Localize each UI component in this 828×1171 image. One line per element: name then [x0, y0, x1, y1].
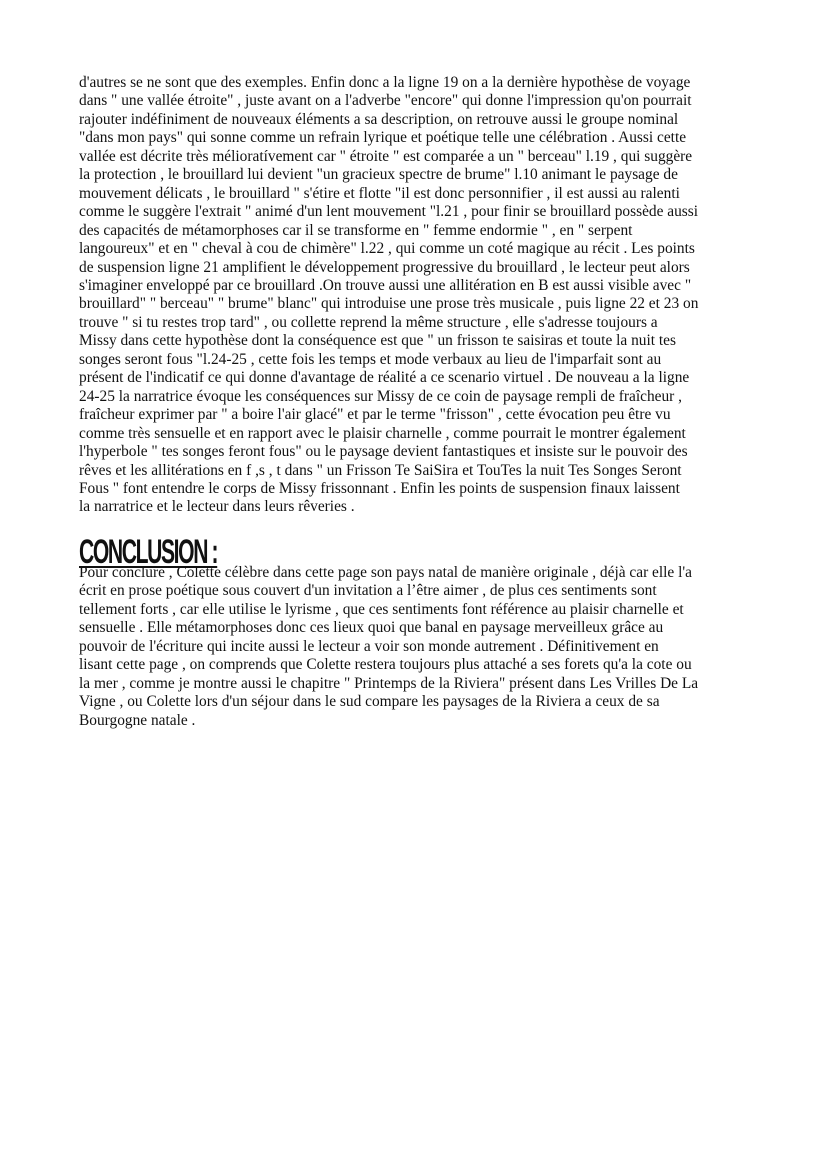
- text-line: 24-25 la narratrice évoque les conséquences sur Missy de ce coin de paysage rempli de fraîcheur ,: [79, 387, 682, 405]
- text-line: d'autres se ne sont que des exemples. Enfin donc a la ligne 19 on a la dernière hypothèse de voyage: [79, 74, 691, 91]
- text-line: de suspension ligne 21 amplifient le développement progressive du brouillard , le lecteur peut alors: [79, 258, 690, 276]
- text-line: écrit en prose poétique sous couvert d'un invitation a l’être aimer , de plus ces sentiments sont: [79, 582, 657, 600]
- text-line: la protection , le brouillard lui devient "un gracieux spectre de brume" l.10 animant le paysage de: [79, 166, 678, 184]
- text-line: tellement forts , car elle utilise le lyrisme , que ces sentiments font référence au plaisir charnelle et: [79, 600, 684, 618]
- text-line: Missy dans cette hypothèse dont la conséquence est que " un frisson te saisiras et toute la nuit tes: [79, 332, 676, 350]
- text-line: Bourgogne natale .: [79, 711, 196, 729]
- text-line: l'hyperbole " tes songes feront fous" ou le paysage devient fantastiques et insiste sur le pouvoir des: [79, 443, 688, 461]
- body-paragraph: [79, 74, 759, 517]
- text-line: fraîcheur exprimer par " a boire l'air glacé" et par le terme "frisson" , cette évocation peu être vu: [79, 406, 671, 424]
- document-page: [79, 74, 759, 730]
- text-line: la narratrice et le lecteur dans leurs rêveries .: [79, 498, 355, 516]
- text-line: mouvement délicats , le brouillard " s'étire et flotte "il est donc personnifier , il est aussi au ralenti: [79, 184, 680, 202]
- text-line: Vigne , ou Colette lors d'un séjour dans le sud compare les paysages de la Riviera a ceux de sa: [79, 693, 660, 711]
- text-line: pouvoir de l'écriture qui incite aussi le lecteur a voir son monde autrement . Définitivement en: [79, 637, 659, 655]
- text-line: comme très sensuelle et en rapport avec le plaisir charnelle , comme pourrait le montrer également: [79, 424, 686, 442]
- text-line: brouillard" " berceau" " brume" blanc" qui introduise une prose très musicale , puis ligne 22 et 23 on: [79, 295, 699, 313]
- text-line: sensuelle . Elle métamorphoses donc ces lieux quoi que banal en paysage merveilleux grâce au: [79, 619, 664, 637]
- text-line: s'imaginer enveloppé par ce brouillard .On trouve aussi une allitération en B est aussi visible avec ": [79, 276, 692, 294]
- text-line: rêves et les allitérations en f ,s , t dans " un Frisson Te SaiSira et TouTes la nuit Tes Songes Seront: [79, 461, 682, 479]
- text-line: vallée est décrite très mélioratívement car " étroite " est comparée a un " berceau" l.19 , qui suggère: [79, 147, 693, 165]
- text-line: songes seront fous "l.24-25 , cette fois les temps et mode verbaux au lieu de l'imparfait sont au: [79, 350, 662, 368]
- text-line: des capacités de métamorphoses car il se transforme en " femme endormie " , en " serpent: [79, 221, 633, 239]
- text-line: la mer , comme je montre aussi le chapitre " Printemps de la Riviera" présent dans Les Vrilles De La: [79, 674, 699, 692]
- text-line: "dans mon pays" qui sonne comme un refrain lyrique et poétique telle une célébration . Aussi cette: [79, 129, 687, 147]
- text-line: lisant cette page , on comprends que Colette restera toujours plus attaché a ses forets qu'a la cote ou: [79, 656, 692, 674]
- text-line: Fous " font entendre le corps de Missy frissonnant . Enfin les points de suspension finaux laissent: [79, 479, 680, 497]
- text-line: comme le suggère l'extrait " animé d'un lent mouvement "l.21 , pour finir se brouillard possède aussi: [79, 203, 699, 221]
- text-line: dans " une vallée étroite" , juste avant on a l'adverbe "encore" qui donne l'impression qu'on pourrait: [79, 92, 692, 110]
- text-line: Pour conclure , Colette célèbre dans cette page son pays natal de manière originale , déjà car elle l'a: [79, 563, 692, 581]
- conclusion-heading: CONCLUSION :: [79, 532, 218, 571]
- conclusion-paragraph: [79, 564, 759, 730]
- text-line: trouve " si tu restes trop tard" , ou collette reprend la même structure , elle s'adresse toujours a: [79, 313, 658, 331]
- text-line: langoureux" et en " cheval à cou de chimère" l.22 , qui comme un coté magique au récit . Les points: [79, 240, 695, 258]
- text-line: rajouter indéfiniment de nouveaux éléments a sa description, on retrouve aussi le groupe nominal: [79, 110, 679, 128]
- text-line: présent de l'indicatif ce qui donne d'avantage de réalité a ce scenario virtuel . De nouveau a la ligne: [79, 369, 690, 387]
